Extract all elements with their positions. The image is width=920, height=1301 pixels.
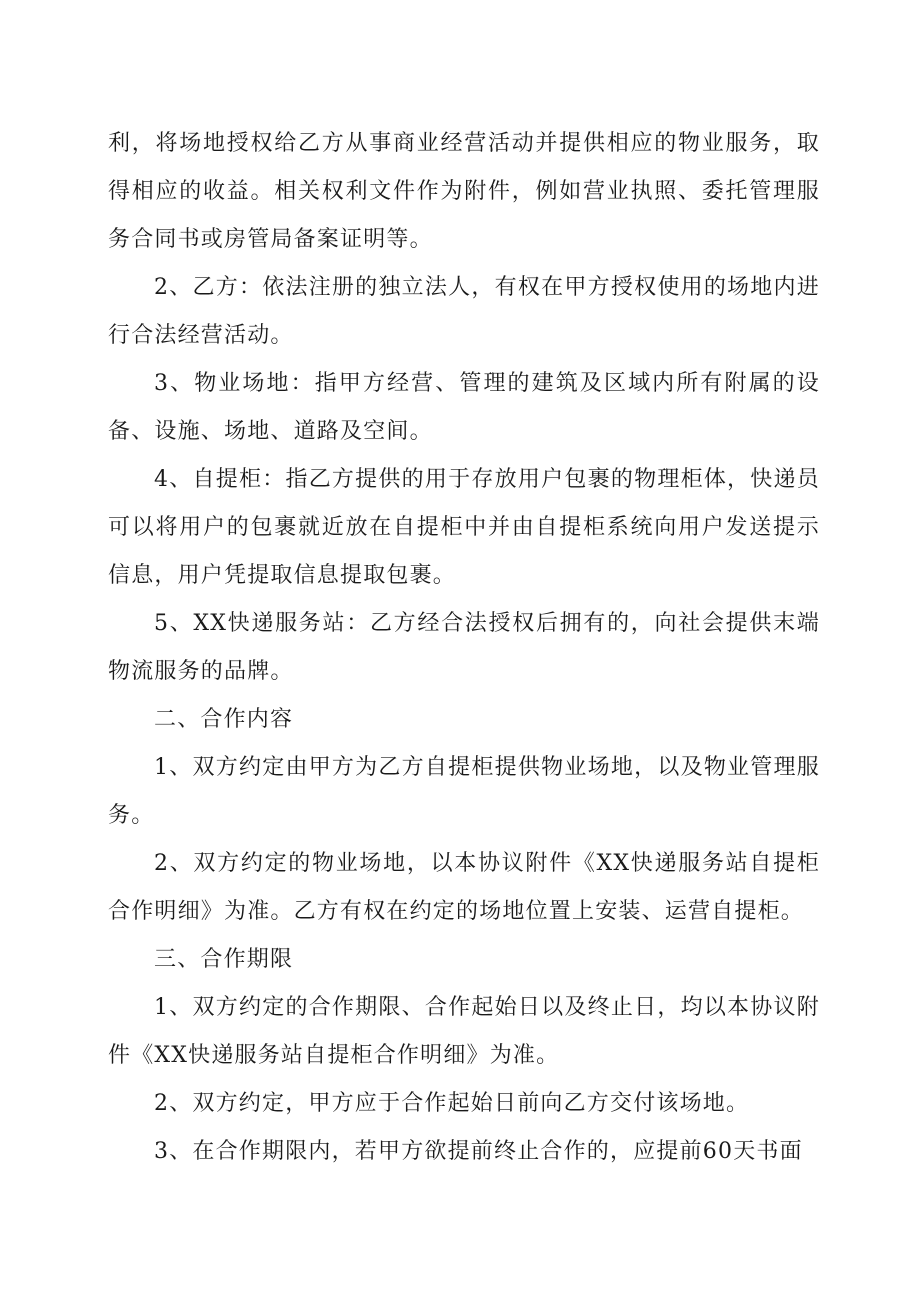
paragraph-property-site: 3、物业场地：指甲方经营、管理的建筑及区域内所有附属的设备、设施、场地、道路及空间。: [108, 371, 820, 444]
paragraph-term-2: 2、双方约定，甲方应于合作起始日前向乙方交付该场地。: [154, 1091, 750, 1116]
paragraph-pickup-locker: 4、自提柜：指乙方提供的用于存放用户包裹的物理柜体，快递员可以将用户的包裹就近放在自提柜中并由自提柜系统向用户发送提示信息，用户凭提取信息提取包裹。: [108, 467, 820, 588]
section-heading-cooperation-term: 三、合作期限: [154, 947, 294, 972]
paragraph-content-1: 1、双方约定由甲方为乙方自提柜提供物业场地，以及物业管理服务。: [108, 755, 820, 828]
section-heading-cooperation-content: 二、合作内容: [154, 707, 294, 732]
document-body: [108, 120, 820, 1176]
paragraph-term-1: 1、双方约定的合作期限、合作起始日以及终止日，均以本协议附件《XX快递服务站自提柜合作明细》为准。: [108, 995, 820, 1068]
paragraph-party-b: 2、乙方：依法注册的独立法人，有权在甲方授权使用的场地内进行合法经营活动。: [108, 275, 820, 348]
paragraph-service-station: 5、XX快递服务站：乙方经合法授权后拥有的，向社会提供末端物流服务的品牌。: [108, 611, 820, 684]
paragraph-content-2: 2、双方约定的物业场地，以本协议附件《XX快递服务站自提柜合作明细》为准。乙方有权在约定的场地位置上安装、运营自提柜。: [108, 851, 820, 924]
paragraph-term-3: 3、在合作期限内，若甲方欲提前终止合作的，应提前60天书面: [154, 1139, 803, 1164]
paragraph-continuation: 利，将场地授权给乙方从事商业经营活动并提供相应的物业服务，取得相应的收益。相关权利文件作为附件，例如营业执照、委托管理服务合同书或房管局备案证明等。: [108, 131, 820, 252]
